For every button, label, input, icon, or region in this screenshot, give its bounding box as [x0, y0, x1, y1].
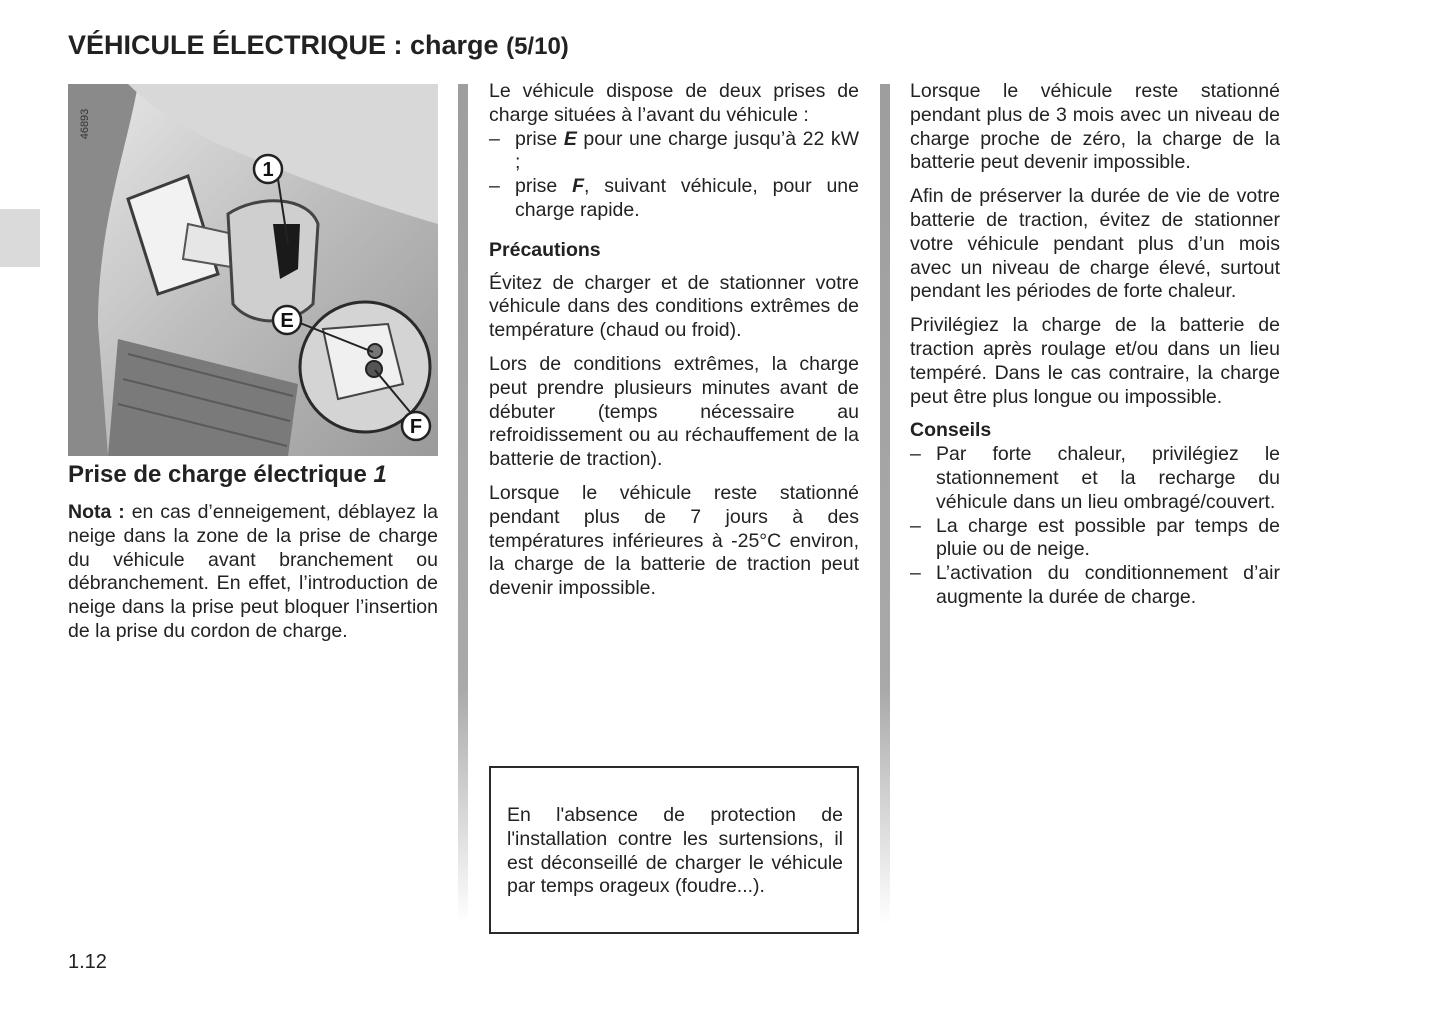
title-suffix: (5/10)	[506, 33, 569, 60]
column-3	[910, 80, 1280, 620]
page-number: 1.12	[68, 951, 107, 973]
callout-e: E	[280, 310, 294, 332]
column-1	[68, 459, 438, 654]
tips-list	[910, 443, 1280, 610]
callout-1: 1	[262, 159, 274, 181]
port-housing	[228, 201, 318, 321]
column-2	[489, 80, 859, 611]
paragraph: Lorsque le véhicule reste stationné pendant plus de 3 mois avec un niveau de charge proche de zéro, la charge de la batterie peut devenir impossible.	[910, 80, 1280, 174]
warning-box	[489, 766, 859, 934]
title-main: VÉHICULE ÉLECTRIQUE : charge	[68, 30, 499, 60]
warning-text: En l'absence de protection de l'installation contre les surtensions, il est déconseillé de charger le véhicule par temps orageux (foudre...).	[507, 804, 843, 898]
column-separator	[458, 84, 468, 924]
plug-ref-e: E	[563, 127, 577, 150]
plug-list	[489, 128, 859, 223]
paragraph: Évitez de charger et de stationner votre véhicule dans des conditions extrêmes de température (chaud ou froid).	[489, 271, 859, 342]
intro-paragraph: Le véhicule dispose de deux prises de charge situées à l’avant du véhicule :	[489, 80, 859, 126]
charging-port-illustration	[68, 84, 438, 456]
paragraph: Afin de préserver la durée de vie de votre batterie de traction, évitez de stationner votre véhicule pendant plus d’un mois avec un niveau de charge élevé, surtout pendant les périodes de forte chaleur.	[910, 185, 1280, 303]
section-heading: Prise de charge électrique 1	[68, 461, 387, 488]
paragraph: Lorsque le véhicule reste stationné pendant plus de 7 jours à des températures inférieures à -25°C environ, la charge de la batterie de traction peut devenir impossible.	[489, 481, 859, 600]
nota-label: Nota :	[68, 501, 125, 523]
precautions-heading: Précautions	[489, 238, 601, 261]
figure-ref-code: 46893	[79, 108, 91, 140]
callout-f: F	[409, 416, 423, 438]
conseils-heading: Conseils	[910, 419, 992, 442]
column-separator	[880, 84, 890, 924]
paragraph: Lors de conditions extrêmes, la charge peut prendre plusieurs minutes avant de débuter (temps nécessaire au refroidissement ou au réchauffement de la batterie de traction).	[489, 352, 859, 471]
chapter-tab	[0, 209, 40, 267]
list-item: – L’activation du conditionnement d’air augmente la durée de charge.	[910, 562, 1280, 608]
list-item: – Par forte chaleur, privilégiez le stationnement et la recharge du véhicule dans un lieu ombragé/couvert.	[910, 443, 1280, 513]
plug-ref-f: F	[572, 175, 585, 198]
paragraph: Privilégiez la charge de la batterie de traction après roulage et/ou dans un lieu tempéré. Dans le cas contraire, la charge peut être plus longue ou impossible.	[910, 314, 1280, 408]
nota-paragraph	[68, 501, 438, 644]
list-item: – prise E pour une charge jusqu’à 22 kW ;	[489, 127, 860, 174]
heading-ref: 1	[373, 461, 387, 488]
list-item: – La charge est possible par temps de pluie ou de neige.	[910, 514, 1280, 561]
nota-text: en cas d’enneigement, déblayez la neige dans la zone de la prise de charge du véhicule avant branchement ou débranchement. En effet, l’introduction de neige dans la prise peut bloquer l’insertion de la prise du cordon de charge.	[68, 501, 438, 642]
page-title	[68, 30, 569, 61]
list-item: – prise F, suivant véhicule, pour une charge rapide.	[489, 175, 859, 221]
